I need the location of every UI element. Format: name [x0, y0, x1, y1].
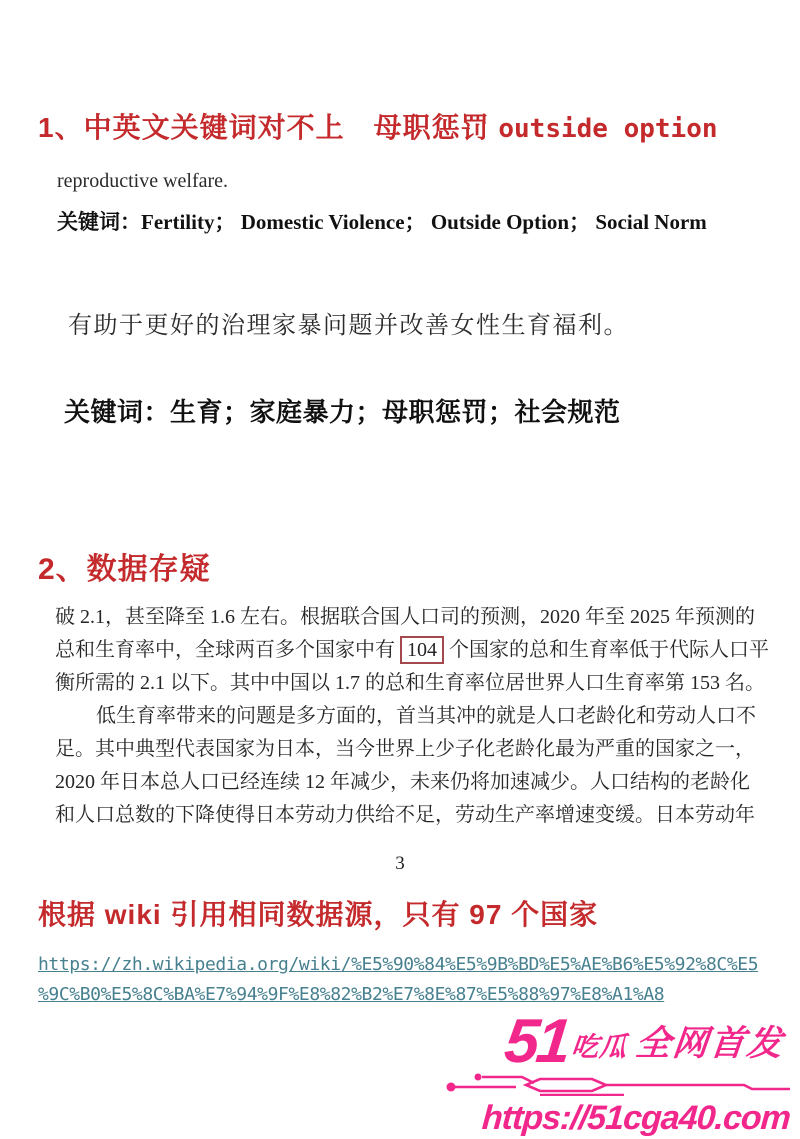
watermark-number: 51 — [501, 1007, 572, 1077]
wikipedia-link-line1[interactable]: https://zh.wikipedia.org/wiki/%E5%90%84%E5%9B%BD%E5%AE%B6%E5%92%8C%E5 — [38, 954, 759, 975]
watermark-name: 吃瓜 — [569, 1032, 630, 1062]
watermark-tagline: 全网首发 — [633, 1024, 786, 1063]
paragraph-line: 足。其中典型代表国家为日本，当今世界上少子化老龄化最为严重的国家之一， — [55, 738, 755, 760]
keywords-chinese: 关键词：生育；家庭暴力；母职惩罚；社会规范 — [64, 397, 621, 427]
paragraph-line — [55, 634, 770, 667]
wikipedia-link[interactable] — [38, 950, 758, 1010]
body-paragraph — [55, 601, 770, 832]
section1-heading-cn: 1、中英文关键词对不上 母职惩罚 — [38, 112, 499, 143]
wikipedia-link-line2[interactable]: %9C%B0%E5%8C%BA%E7%94%9F%E8%82%B2%E7%8E%87%E5%88%97%E8%A1%A8 — [38, 984, 665, 1005]
paragraph-line: 低生育率带来的问题是多方面的，首当其冲的就是人口老龄化和劳动人口不 — [96, 705, 756, 727]
watermark-url: https://51cga40.com — [480, 1099, 792, 1137]
annotation-heading: 根据 wiki 引用相同数据源，只有 97 个国家 — [38, 899, 599, 930]
highlighted-value-box: 104 — [400, 636, 444, 664]
abstract-fragment: reproductive welfare. — [57, 170, 229, 192]
watermark-brand — [431, 1007, 796, 1077]
section1-heading — [38, 106, 718, 146]
keywords-english: 关键词：Fertility； Domestic Violence； Outside Option； Social Norm — [57, 210, 707, 234]
paragraph-line-post: 个国家的总和生育率低于代际人口平 — [449, 639, 769, 661]
circuit-decoration-icon — [434, 1070, 794, 1101]
watermark — [434, 1007, 794, 1138]
paragraph-line-pre: 总和生育率中，全球两百多个国家中有 — [55, 639, 395, 661]
paragraph-line: 破 2.1，甚至降至 1.6 左右。根据联合国人口司的预测，2020 年至 2025 年预测的 — [55, 606, 755, 628]
abstract-fragment-cn: 有助于更好的治理家暴问题并改善女性生育福利。 — [68, 313, 629, 339]
page-number: 3 — [395, 853, 405, 874]
section1-heading-en: outside option — [498, 114, 718, 144]
section2-heading: 2、数据存疑 — [38, 553, 211, 586]
paragraph-line: 和人口总数的下降使得日本劳动力供给不足，劳动生产率增速变缓。日本劳动年 — [55, 804, 755, 826]
paragraph-line: 衡所需的 2.1 以下。其中中国以 1.7 的总和生育率位居世界人口生育率第 153 名。 — [55, 672, 765, 694]
paragraph-line: 2020 年日本总人口已经连续 12 年减少，未来仍将加速减少。人口结构的老龄化 — [55, 771, 750, 793]
